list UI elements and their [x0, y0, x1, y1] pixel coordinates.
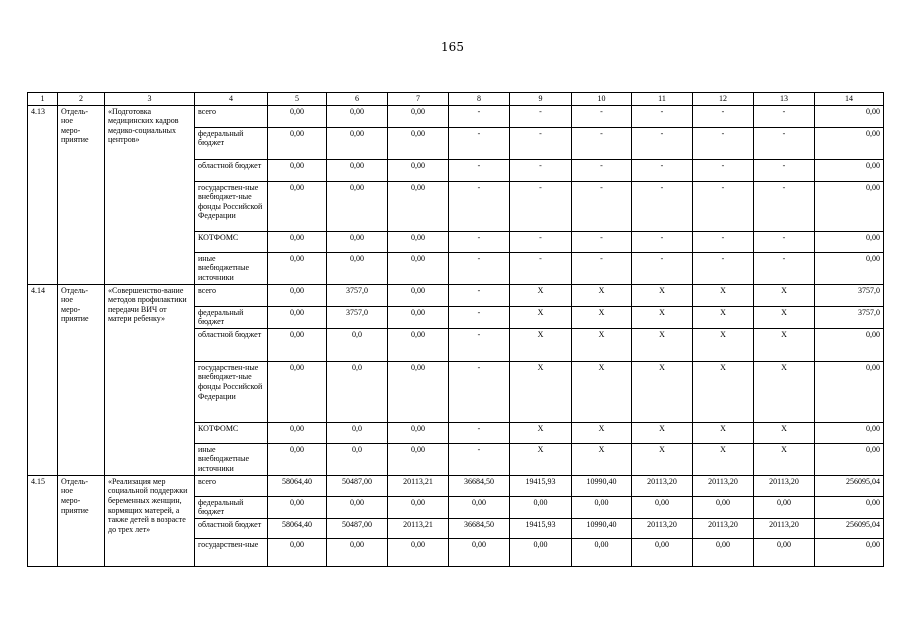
column-header: 10	[572, 93, 632, 106]
value-cell: 0,00	[693, 538, 754, 566]
value-cell: 10990,40	[572, 518, 632, 538]
value-cell: 0,00	[268, 181, 327, 231]
column-header: 9	[510, 93, 572, 106]
value-cell: 0,0	[327, 361, 388, 422]
value-cell: X	[632, 443, 693, 475]
table-row	[28, 475, 884, 496]
column-header: 6	[327, 93, 388, 106]
value-cell: 0,00	[268, 443, 327, 475]
funding-source: государствен-ные внебюджет-ные фонды Российской Федерации	[195, 181, 268, 231]
value-cell: 50487,00	[327, 475, 388, 496]
value-cell: 0,00	[632, 538, 693, 566]
column-header: 5	[268, 93, 327, 106]
value-cell: X	[693, 361, 754, 422]
value-cell: X	[693, 284, 754, 306]
value-cell: -	[693, 231, 754, 252]
value-cell: 0,00	[510, 538, 572, 566]
table-row	[28, 105, 884, 127]
funding-source: областной бюджет	[195, 328, 268, 361]
item-type: Отдель- ное меро- приятие	[58, 105, 105, 284]
value-cell: 0,00	[268, 127, 327, 159]
value-cell: -	[632, 105, 693, 127]
value-cell: 0,00	[388, 127, 449, 159]
value-cell: X	[754, 328, 815, 361]
value-cell: 0,00	[815, 231, 884, 252]
value-cell: X	[693, 328, 754, 361]
value-cell: 0,00	[268, 306, 327, 328]
value-cell: 0,00	[327, 231, 388, 252]
value-cell: 0,00	[693, 496, 754, 518]
value-cell: 3757,0	[327, 284, 388, 306]
value-cell: X	[693, 422, 754, 443]
value-cell: 36684,50	[449, 518, 510, 538]
funding-source: КОТФОМС	[195, 422, 268, 443]
value-cell: 0,00	[815, 127, 884, 159]
value-cell: 0,00	[327, 127, 388, 159]
value-cell: 0,00	[388, 361, 449, 422]
value-cell: X	[693, 306, 754, 328]
value-cell: 0,00	[268, 496, 327, 518]
value-cell: -	[510, 231, 572, 252]
value-cell: 0,00	[815, 361, 884, 422]
value-cell: 0,00	[268, 252, 327, 284]
column-header: 7	[388, 93, 449, 106]
item-type: Отдель- ное меро- приятие	[58, 284, 105, 475]
item-number: 4.13	[28, 105, 58, 284]
value-cell: 0,00	[388, 181, 449, 231]
value-cell: -	[572, 105, 632, 127]
funding-source: государствен-ные внебюджет-ные фонды Российской Федерации	[195, 361, 268, 422]
item-name: «Реализация мер социальной поддержки беременных женщин, кормящих матерей, а также детей в возрасте до трех лет»	[105, 475, 195, 566]
value-cell: X	[572, 306, 632, 328]
column-header: 12	[693, 93, 754, 106]
value-cell: -	[754, 252, 815, 284]
value-cell: -	[449, 105, 510, 127]
value-cell: X	[510, 361, 572, 422]
value-cell: 0,00	[815, 328, 884, 361]
value-cell: 0,00	[268, 328, 327, 361]
value-cell: 0,00	[510, 496, 572, 518]
value-cell: -	[510, 252, 572, 284]
value-cell: 0,00	[388, 105, 449, 127]
value-cell: -	[510, 105, 572, 127]
value-cell: 0,00	[815, 105, 884, 127]
value-cell: 0,00	[268, 231, 327, 252]
value-cell: X	[754, 306, 815, 328]
value-cell: X	[572, 361, 632, 422]
budget-table	[27, 92, 884, 567]
header-row	[28, 93, 884, 106]
value-cell: 0,00	[754, 496, 815, 518]
value-cell: -	[449, 328, 510, 361]
value-cell: -	[632, 159, 693, 181]
value-cell: X	[754, 443, 815, 475]
funding-source: всего	[195, 475, 268, 496]
page-number: 165	[441, 40, 464, 54]
value-cell: -	[693, 159, 754, 181]
value-cell: 0,00	[388, 443, 449, 475]
value-cell: -	[632, 231, 693, 252]
value-cell: -	[693, 127, 754, 159]
funding-source: областной бюджет	[195, 159, 268, 181]
value-cell: 0,00	[268, 361, 327, 422]
value-cell: 0,00	[268, 538, 327, 566]
value-cell: X	[572, 443, 632, 475]
funding-source: иные внебюджетные источники	[195, 252, 268, 284]
value-cell: -	[754, 105, 815, 127]
value-cell: -	[693, 105, 754, 127]
value-cell: 0,00	[815, 422, 884, 443]
value-cell: X	[693, 443, 754, 475]
value-cell: 0,00	[327, 181, 388, 231]
funding-source: всего	[195, 284, 268, 306]
value-cell: X	[572, 422, 632, 443]
value-cell: -	[632, 181, 693, 231]
value-cell: -	[510, 159, 572, 181]
value-cell: 0,00	[388, 159, 449, 181]
value-cell: X	[754, 361, 815, 422]
value-cell: 0,00	[388, 284, 449, 306]
value-cell: 0,00	[388, 252, 449, 284]
table-row	[28, 284, 884, 306]
value-cell: -	[754, 159, 815, 181]
value-cell: X	[754, 422, 815, 443]
value-cell: -	[572, 181, 632, 231]
value-cell: 20113,20	[693, 518, 754, 538]
value-cell: 0,00	[388, 306, 449, 328]
value-cell: 0,00	[327, 252, 388, 284]
value-cell: 10990,40	[572, 475, 632, 496]
value-cell: 3757,0	[815, 284, 884, 306]
value-cell: 58064,40	[268, 518, 327, 538]
item-number: 4.15	[28, 475, 58, 566]
value-cell: -	[449, 443, 510, 475]
value-cell: X	[632, 361, 693, 422]
value-cell: -	[693, 181, 754, 231]
value-cell: 36684,50	[449, 475, 510, 496]
value-cell: 20113,20	[754, 518, 815, 538]
column-header: 2	[58, 93, 105, 106]
value-cell: X	[510, 443, 572, 475]
value-cell: 0,00	[449, 538, 510, 566]
value-cell: X	[632, 328, 693, 361]
value-cell: 58064,40	[268, 475, 327, 496]
funding-source: КОТФОМС	[195, 231, 268, 252]
value-cell: 19415,93	[510, 475, 572, 496]
value-cell: X	[510, 284, 572, 306]
value-cell: X	[510, 422, 572, 443]
value-cell: 50487,00	[327, 518, 388, 538]
item-name: «Совершенство-вание методов профилактики передачи ВИЧ от матери ребенку»	[105, 284, 195, 475]
item-type: Отдель- ное меро- приятие	[58, 475, 105, 566]
value-cell: 0,00	[632, 496, 693, 518]
value-cell: -	[449, 361, 510, 422]
value-cell: X	[754, 284, 815, 306]
value-cell: 20113,20	[754, 475, 815, 496]
value-cell: -	[572, 252, 632, 284]
value-cell: 20113,20	[693, 475, 754, 496]
value-cell: 0,00	[388, 496, 449, 518]
value-cell: 256095,04	[815, 518, 884, 538]
value-cell: 0,00	[388, 422, 449, 443]
value-cell: X	[510, 306, 572, 328]
value-cell: 0,00	[268, 422, 327, 443]
funding-source: областной бюджет	[195, 518, 268, 538]
value-cell: -	[449, 306, 510, 328]
column-header: 14	[815, 93, 884, 106]
funding-source: федеральный бюджет	[195, 496, 268, 518]
value-cell: 0,0	[327, 443, 388, 475]
value-cell: 20113,21	[388, 518, 449, 538]
value-cell: -	[449, 181, 510, 231]
value-cell: -	[693, 252, 754, 284]
value-cell: X	[572, 328, 632, 361]
value-cell: 0,00	[268, 159, 327, 181]
value-cell: 0,00	[815, 159, 884, 181]
value-cell: -	[449, 422, 510, 443]
value-cell: -	[572, 231, 632, 252]
value-cell: -	[754, 231, 815, 252]
value-cell: 0,00	[815, 181, 884, 231]
value-cell: 0,00	[268, 284, 327, 306]
value-cell: 3757,0	[815, 306, 884, 328]
value-cell: 0,00	[388, 538, 449, 566]
value-cell: 0,0	[327, 422, 388, 443]
value-cell: -	[754, 127, 815, 159]
value-cell: -	[449, 159, 510, 181]
item-name: «Подготовка медицинских кадров медико-социальных центров»	[105, 105, 195, 284]
value-cell: -	[449, 252, 510, 284]
value-cell: X	[572, 284, 632, 306]
value-cell: 0,00	[815, 496, 884, 518]
value-cell: 0,0	[327, 328, 388, 361]
value-cell: 20113,21	[388, 475, 449, 496]
value-cell: 0,00	[327, 159, 388, 181]
value-cell: -	[449, 284, 510, 306]
funding-source: всего	[195, 105, 268, 127]
column-header: 3	[105, 93, 195, 106]
value-cell: -	[572, 159, 632, 181]
column-header: 4	[195, 93, 268, 106]
value-cell: -	[449, 127, 510, 159]
value-cell: 0,00	[327, 496, 388, 518]
value-cell: 0,00	[572, 538, 632, 566]
value-cell: 0,00	[327, 538, 388, 566]
value-cell: X	[632, 306, 693, 328]
funding-source: федеральный бюджет	[195, 127, 268, 159]
value-cell: -	[510, 127, 572, 159]
value-cell: 0,00	[327, 105, 388, 127]
value-cell: X	[510, 328, 572, 361]
value-cell: 0,00	[815, 538, 884, 566]
value-cell: -	[754, 181, 815, 231]
funding-source: федеральный бюджет	[195, 306, 268, 328]
value-cell: 0,00	[388, 328, 449, 361]
item-number: 4.14	[28, 284, 58, 475]
value-cell: -	[632, 127, 693, 159]
value-cell: -	[572, 127, 632, 159]
column-header: 13	[754, 93, 815, 106]
value-cell: -	[510, 181, 572, 231]
value-cell: 256095,04	[815, 475, 884, 496]
value-cell: 0,00	[449, 496, 510, 518]
value-cell: 0,00	[815, 252, 884, 284]
value-cell: 0,00	[268, 105, 327, 127]
value-cell: 19415,93	[510, 518, 572, 538]
value-cell: 0,00	[754, 538, 815, 566]
value-cell: 20113,20	[632, 475, 693, 496]
funding-source: иные внебюджетные источники	[195, 443, 268, 475]
value-cell: -	[632, 252, 693, 284]
value-cell: -	[449, 231, 510, 252]
value-cell: 20113,20	[632, 518, 693, 538]
value-cell: 0,00	[388, 231, 449, 252]
value-cell: X	[632, 422, 693, 443]
value-cell: 0,00	[815, 443, 884, 475]
column-header: 8	[449, 93, 510, 106]
funding-source: государствен-ные	[195, 538, 268, 566]
value-cell: 0,00	[572, 496, 632, 518]
value-cell: 3757,0	[327, 306, 388, 328]
column-header: 11	[632, 93, 693, 106]
value-cell: X	[632, 284, 693, 306]
column-header: 1	[28, 93, 58, 106]
